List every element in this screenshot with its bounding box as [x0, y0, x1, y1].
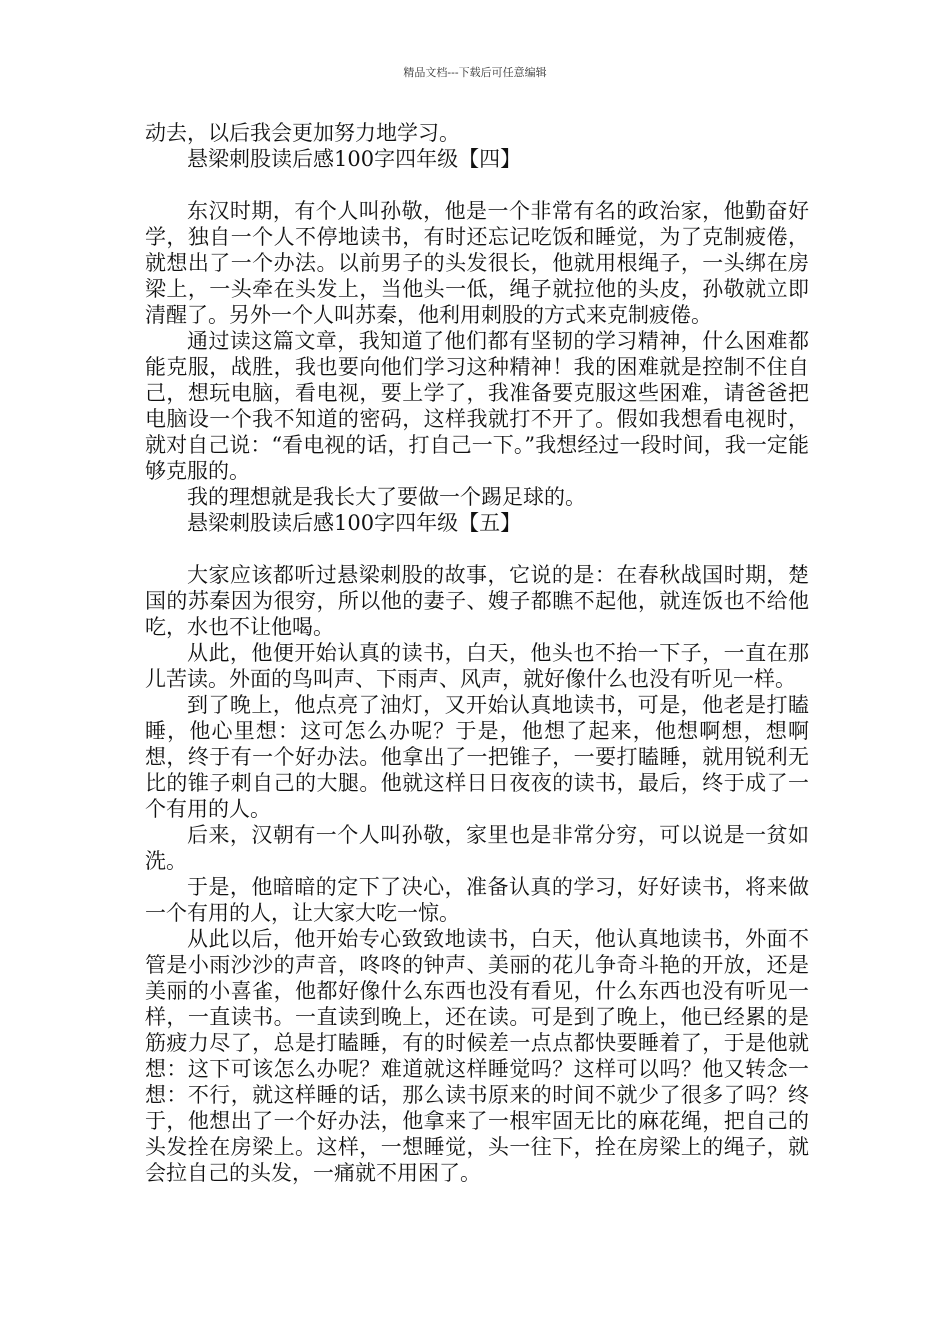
section-heading-5: 悬梁刺股读后感100字四年级【五】: [187, 511, 522, 535]
blank-line: [145, 172, 809, 198]
paragraph: 从此以后，他开始专心致致地读书，白天，他认真地读书，外面不管是小雨沙沙的声音，咚咚的钟声、美丽的花儿争奇斗艳的开放，还是美丽的小喜雀，他都好像什么东西也没有看见，什么东西也没有听见一样，一直读书。一直读到晚上，还在读。可是到了晚上，他已经累的是筋疲力尽了，总是打瞌睡，有的时候差一点点都快要睡着了，于是他就想：这下可该怎么办呢？难道就这样睡觉吗？这样可以吗？他又转念一想：不行，就这样睡的话，那么读书原来的时间不就少了很多了吗？终于，他想出了一个好办法，他拿来了一根牢固无比的麻花绳，把自己的头发拴在房梁上。这样，一想睡觉，头一往下，拴在房梁上的绳子，就会拉自己的头发，一痛就不用困了。: [145, 927, 809, 1185]
paragraph: 于是，他暗暗的定下了决心，准备认真的学习，好好读书，将来做一个有用的人，让大家大吃一惊。: [145, 875, 809, 925]
paragraph-continuation: 动去，以后我会更加努力地学习。: [145, 121, 460, 145]
paragraph: 通过读这篇文章，我知道了他们都有坚韧的学习精神，什么困难都能克服，战胜，我也要向他们学习这种精神！我的困难就是控制不住自己，想玩电脑，看电视，要上学了，我准备要克服这些困难，请爸爸把电脑设一个我不知道的密码，这样我就打不开了。假如我想看电视时，就对自己说：“看电视的话，打自己一下。”我想经过一段时间，我一定能够克服的。: [145, 329, 809, 483]
paragraph: 到了晚上，他点亮了油灯，又开始认真地读书，可是，他老是打瞌睡，他心里想：这可怎么办呢？于是，他想了起来，他想啊想，想啊想，终于有一个好办法。他拿出了一把锥子，一要打瞌睡，就用锐利无比的锥子刺自己的大腿。他就这样日日夜夜的读书，最后，终于成了一个有用的人。: [145, 693, 809, 821]
paragraph: 后来，汉朝有一个人叫孙敬，家里也是非常分穷，可以说是一贫如洗。: [145, 823, 809, 873]
paragraph: 东汉时期，有个人叫孙敬，他是一个非常有名的政治家，他勤奋好学，独自一个人不停地读书，有时还忘记吃饭和睡觉，为了克制疲倦，就想出了一个办法。以前男子的头发很长，他就用根绳子，一头绑在房梁上，一头牵在头发上，当他头一低，绳子就拉他的头皮，孙敬就立即清醒了。另外一个人叫苏秦，他利用刺股的方式来克制疲倦。: [145, 199, 809, 327]
section-heading-4: 悬梁刺股读后感100字四年级【四】: [187, 147, 522, 171]
page-header: 精品文档---下载后可任意编辑: [403, 66, 547, 79]
document-body: [145, 120, 809, 1186]
blank-line: [145, 536, 809, 562]
paragraph: 大家应该都听过悬梁刺股的故事，它说的是：在春秋战国时期，楚国的苏秦因为很穷，所以他的妻子、嫂子都瞧不起他，就连饭也不给他吃，水也不让他喝。: [145, 563, 809, 639]
paragraph: 从此，他便开始认真的读书，白天，他头也不抬一下子，一直在那儿苦读。外面的鸟叫声、下雨声、风声，就好像什么也没有听见一样。: [145, 641, 809, 691]
paragraph: 我的理想就是我长大了要做一个踢足球的。: [187, 485, 586, 509]
